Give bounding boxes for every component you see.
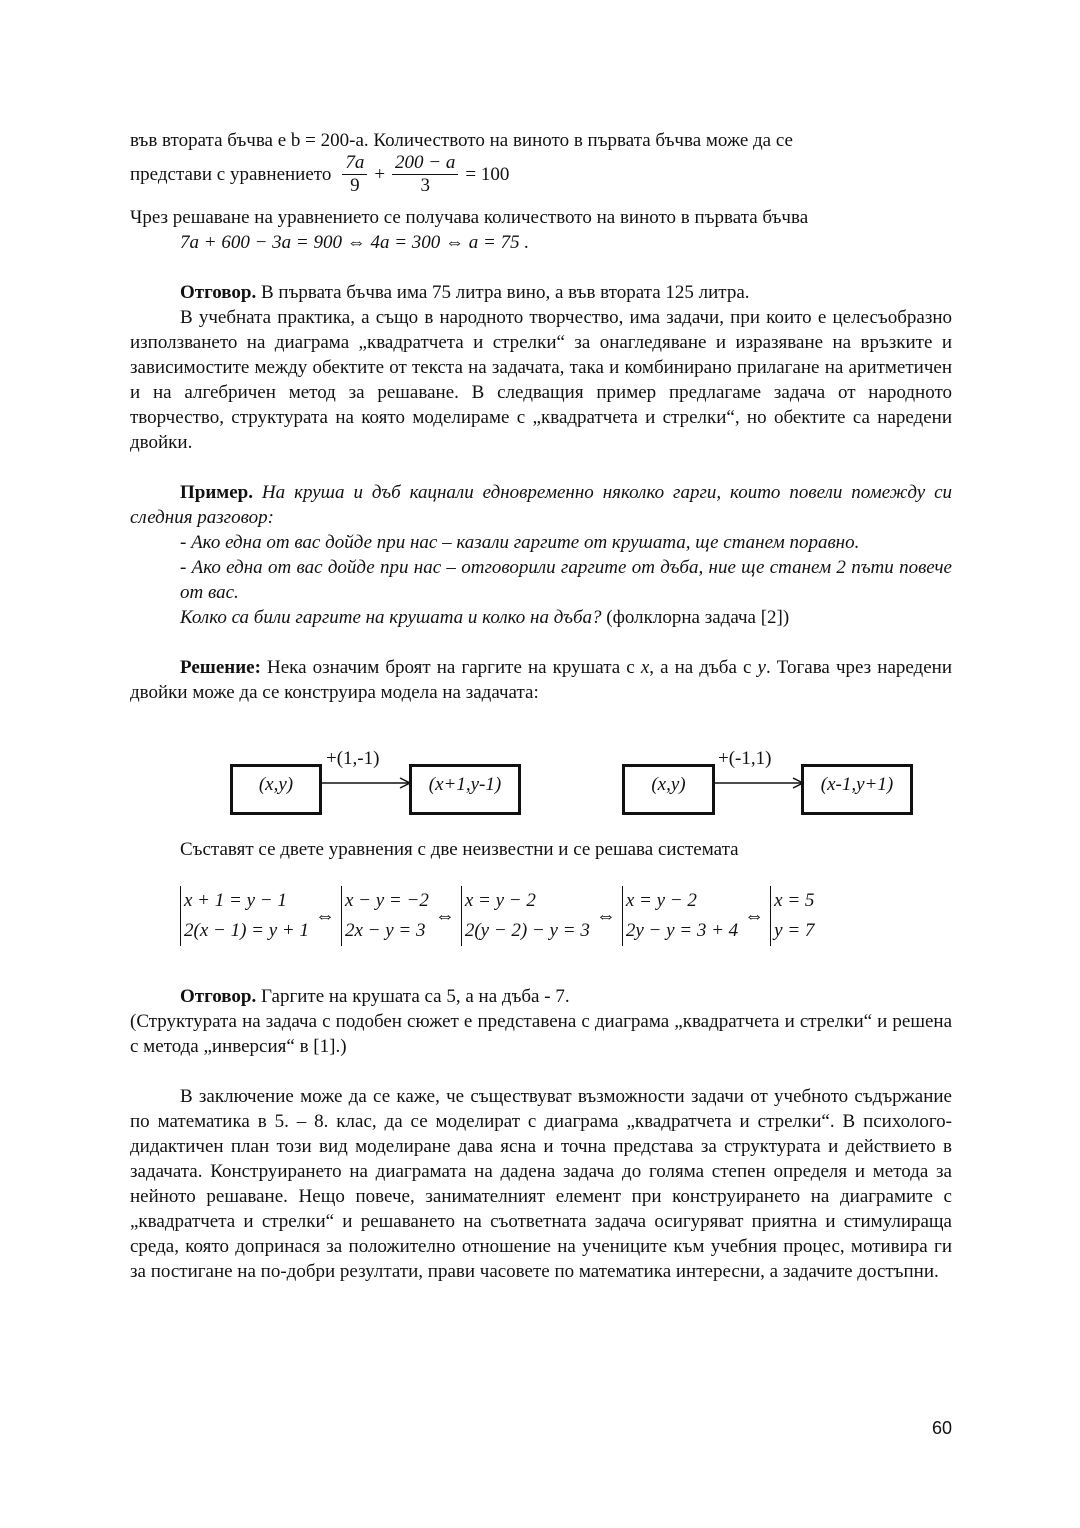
system-eq: y = 7 [774,920,815,941]
system-eq: x − y = −2 [344,890,429,911]
equation-systems-chain [180,884,952,948]
fraction-numerator: 7a [342,152,367,175]
page-body [130,128,952,1284]
example-question [130,605,952,630]
fraction-numerator: 200 − a [392,152,458,175]
solution-text-a: Нека означим броят на гаргите на крушата с [260,657,641,678]
quote-pear-crows: - Ако една от вас дойде при нас – казали гаргите от крушата, ще станем поравно. [180,532,860,553]
question-reference: (фолклорна задача [2]) [601,607,790,628]
fraction-denominator: 3 [420,174,430,196]
paragraph-conclusion: В заключение може да се каже, че съществуват възможности задачи от учебното съдържание по математика в 5. – 8. клас, да се моделират с диаграма „квадратчета и стрелки“. В психолого-дидактичен план този вид моделиране дава ясна и точна представа за структурата и действието в задачата. Конструирането на диаграмата на дадена задача до голяма степен определя и метода за нейното решаване. Нещо повече, занимателният елемент при конструирането на диаграмите с „квадратчета и стрелки“ и решаването на съответната задача осигуряват приятна и стимулираща среда, която допринася за положително отношение на учениците към учебния процес, мотивира ги за постигане на по-добри резултати, прави часовете по математика интересни, а задачите достъпни. [130,1086,952,1282]
answer-2 [130,984,952,1009]
system-eq: 2(x − 1) = y + 1 [184,920,309,941]
equation-solution-line: 7a + 600 − 3a = 900 ⇔ 4a = 300 ⇔ a = 75 . [180,232,530,253]
example-label: Пример. [180,482,253,503]
box-label: (x,y) [258,774,294,795]
solution-text-b: , а на дъба с [649,657,758,678]
box-label: (x-1,y+1) [820,774,894,795]
arrow-label-right: +(-1,1) [718,748,772,769]
box-right-to [801,764,913,815]
equation-lead-text: представи с уравнението [130,163,332,185]
plus-sign: + [374,163,386,185]
fraction-7a-over-9 [342,152,367,197]
page-number: 60 [931,1418,952,1438]
paragraph-intro: във втората бъчва е b = 200-a. Количеството на виното в първата бъчва може да се [130,130,793,151]
answer-text: Гаргите на крушата са 5, а на дъба - 7. [256,986,570,1007]
question-text: Колко са били гаргите на крушата и колко на дъба? [180,607,602,628]
system-eq: x = y − 2 [464,890,536,911]
variable-x: x [640,657,650,678]
paragraph-practice: В учебната практика, а също в народното творчество, има задачи, при които е целесъобразно използването на диаграма „квадратчета и стрелки“ за онагледяване и изразяване на връзките и зависимостите между обектите от текста на задачата, така и комбинирано прилагане на аритметичен и на алгебричен метод за решаване. В следващия пример предлагаме задача от народното творчество, структурата на която моделираме с „квадратчета и стрелки“, но обектите са наредени двойки. [130,307,952,453]
answer-label: Отговор. [180,986,257,1007]
equivalence-sign: ⇔ [434,904,455,927]
answer-text: В първата бъчва има 75 литра вино, а във втората 125 литра. [256,282,750,303]
example-statement [130,480,952,530]
solution-paragraph [130,655,952,705]
solution-text-c: . Тогава чрез наредени двойки може да се конструира модела на задачата: [130,657,952,703]
system-3 [461,886,590,946]
box-left-from [230,764,322,815]
system-eq: x = 5 [774,890,815,911]
variable-y: y [757,657,766,678]
box-label: (x,y) [651,774,686,795]
system-eq: 2x − y = 3 [344,920,426,941]
example-text: На круша и дъб кацнали едновременно няколко гарги, които повели помежду си следния разговор: [130,482,952,528]
quote-oak-crows: - Ако една от вас дойде при нас – отговорили гаргите от дъба, ние ще станем 2 пъти повече от вас. [180,557,952,603]
system-eq: 2y − y = 3 + 4 [625,920,739,941]
paragraph-note: (Структурата на задача с подобен сюжет е представена с диаграма „квадратчета и стрелки“ и решена с метода „инверсия“ в [1].) [130,1011,952,1057]
answer-1 [130,280,952,305]
solution-label: Решение: [180,657,261,678]
system-intro: Съставят се двете уравнения с две неизвестни и се решава системата [180,839,739,860]
system-2 [341,886,429,946]
fraction-denominator: 9 [350,174,360,196]
arrow-label-left: +(1,-1) [326,748,380,769]
system-5 [770,886,814,946]
system-4 [622,886,738,946]
system-eq: 2(y − 2) − y = 3 [464,920,590,941]
equation-fraction-line [130,149,952,199]
fraction-200-a-over-3 [392,152,458,197]
ordered-pairs-diagram [130,705,952,855]
equivalence-sign: ⇔ [314,904,335,927]
equivalence-sign: ⇔ [595,904,616,927]
equation-rhs: = 100 [465,163,510,185]
box-label: (x+1,y-1) [428,774,502,795]
answer-label: Отговор. [180,282,257,303]
box-right-from [622,764,715,815]
system-eq: x = y − 2 [625,890,697,911]
equivalence-sign: ⇔ [744,904,765,927]
system-1 [180,886,309,946]
system-eq: x + 1 = y − 1 [184,890,287,911]
paragraph-solving: Чрез решаване на уравнението се получава количеството на виното в първата бъчва [130,207,809,228]
box-left-to [409,764,521,815]
